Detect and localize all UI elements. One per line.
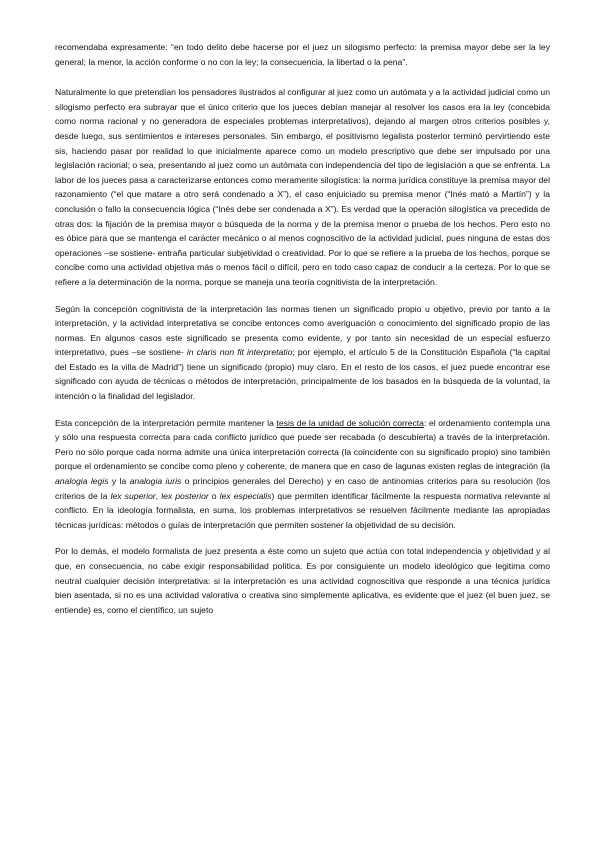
paragraph-4-text-c: y la xyxy=(108,476,130,487)
paragraph-3-text-b: ; por ejemplo, el artículo 5 de la Constitución Española (“la capital del Estado es la villa de Madrid”) tiene un significado (propio) muy claro. En el resto de los casos, el juez puede encontrar ese significado con ayuda de técnicas o métodos de interpretación, principalmente de los basados en la búsqueda de la voluntad, la intención o la finalidad del legislador. xyxy=(55,347,551,402)
paragraph-5 xyxy=(55,544,550,617)
paragraph-4-text-e: , xyxy=(155,490,162,501)
term-analogia-legis: analogia legis xyxy=(55,476,109,487)
paragraph-3-text-a: Según la concepción cognitivista de la interpretación las normas tienen un significado propio u objetivo, previo por tanto a la interpretación, y la actividad interpretativa se concibe entonces como averiguación o conocimiento del significado propio de las normas. En algunos casos este significado se presenta como evidente, y por tanto sin necesidad de un especial esfuerzo interpretativo, pues –se sostiene- xyxy=(55,303,550,358)
term-analogia-iuris: analogia iuris xyxy=(129,476,182,487)
paragraph-4-text-a: Esta concepción de la interpretación permite mantener la xyxy=(55,417,277,428)
paragraph-2 xyxy=(55,85,550,289)
term-lex-superior: lex superior xyxy=(110,490,156,501)
paragraph-2-text: Naturalmente lo que pretendían los pensadores ilustrados al configurar al juez como un autómata y a la actividad judicial como un silogismo perfecto era subrayar que el único criterio que los jueces debían manejar al resolver los casos era la ley (concebida como norma racional y no generadora de especiales problemas interpretativos), dejando al margen otros criterios posibles y, desde luego, sus sentimientos e intereses personales. Sin embargo, el positivismo legalista posterior terminó pervirtiendo este sis, haciendo pasar por realidad lo que inicialmente aparece como un modelo prescriptivo que debe ser impulsado por una legislación racional; o sea, presentando al juez como un autómata con independencia del tipo de legislación a que se enfrenta. La labor de los jueces pasa a caracterizarse entonces como meramente silogística: la norma jurídica constituye la premisa mayor del razonamiento (“el que matare a otro será condenado a X”), el caso enjuiciado su premisa menor (“Inés mató a Martín”) y la conclusión o fallo la consecuencia lógica (“Inés debe ser condenada a X”). Es verdad que la operación silogística va precedida de otras dos: la fijación de la premisa mayor o búsqueda de la norma y de la premisa menor o prueba de los hechos. Pero esto no es óbice para que se mantenga el carácter mecánico o al menos cognoscitivo de la actividad judicial, pues ninguna de estas dos operaciones –se sostiene- entraña particular subjetividad o creatividad. Por lo que se refiere a la prueba de los hechos, porque se concibe como una actividad objetiva más o menos fácil o difícil, pero en todo caso capaz de conducir a la certeza. Por lo que se refiere a la determinación de la norma, porque se maneja una teoría cognitivista de la interpretación. xyxy=(55,87,550,287)
paragraph-4-text-b: : el ordenamiento contempla una y sólo una respuesta correcta para cada conflicto jurídico que puede ser recabada (o descubierta) a través de la interpretación. Pero no sólo porque cada norma admite una única interpretación correcta (la coincidente con su significado propio) sino también porque el ordenamiento se concibe como pleno y coherente, de manera que en caso de lagunas existen reglas de integración (la xyxy=(55,417,551,472)
latin-maxim: in claris non fit interpretatio xyxy=(186,347,293,358)
paragraph-1-text: recomendaba expresamente: “en todo delito debe hacerse por el juez un silogismo perfecto: la premisa mayor debe ser la ley general; la menor, la acción conforme o no con la ley; la consecuencia, la libertad o la pena”. xyxy=(55,42,550,67)
paragraph-4 xyxy=(55,416,550,533)
paragraph-5-text: Por lo demás, el modelo formalista de juez presenta a éste como un sujeto que actúa con total independencia y objetividad y al que, en consecuencia, no cabe exigir responsabilidad política. Es por consiguiente un modelo ideológico que legitima como neutral cualquier decisión interpretativa: si la interpretación es una actividad cognoscitiva que responde a una técnica jurídica bien asentada, si no es una actividad valorativa o creativa sino simplemente aplicativa, es evidente que el juez (el buen juez, se entiende) es, como el científico, un sujeto xyxy=(55,546,550,615)
paragraph-4-text-f: o xyxy=(208,490,220,501)
paragraph-4-text-d: o principios generales del Derecho) y en caso de antinomias criterios para su resolución (los criterios de la xyxy=(55,476,550,501)
paragraph-4-text-g: ) que permiten identificar fácilmente la respuesta normativa relevante al conflicto. En la ideología formalista, en suma, los problemas interpretativos se resuelven fácilmente mediante las apropiadas técnicas jurídicas: métodos o guías de interpretación que permiten sostener la objetividad de su decisión. xyxy=(55,490,551,530)
paragraph-3 xyxy=(55,302,550,404)
underlined-thesis: tesis de la unidad de solución correcta xyxy=(276,417,424,428)
term-lex-especialis: lex especialis xyxy=(219,490,272,501)
paragraph-1 xyxy=(55,40,550,69)
term-lex-posterior: lex posterior xyxy=(161,490,209,501)
